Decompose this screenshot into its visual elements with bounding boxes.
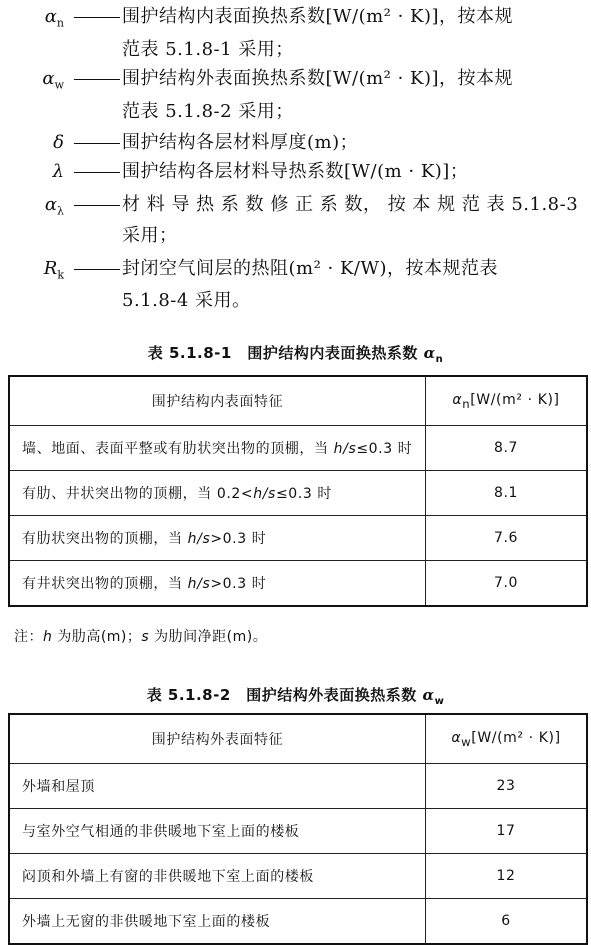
value-cell: 6	[426, 899, 588, 945]
table-row	[9, 809, 587, 854]
definition-dash	[74, 17, 120, 18]
feature-cell: 闷顶和外墙上有窗的非供暖地下室上面的楼板	[9, 854, 426, 899]
table1-title: 表 5.1.8-1 围护结构内表面换热系数 $\alpha_n$	[147, 344, 444, 365]
definition-alpha-lambda	[0, 188, 591, 222]
definition-symbol: $R_k$	[43, 258, 64, 282]
column-header-value: $\alpha_n[W/(m^2 \cdot K)]$	[426, 376, 588, 426]
feature-cell: 有肋、井状突出物的顶棚，当 0.2<h/s≤0.3 时	[9, 471, 426, 516]
definition-text: 围护结构各层材料导热系数[W/(m · K)]；	[122, 161, 469, 182]
value-cell: 8.1	[426, 471, 588, 516]
definition-continuation-text: 5.1.8-4 采用。	[122, 290, 251, 311]
definition-symbol: $\alpha_n$	[44, 6, 64, 30]
feature-cell: 外墙上无窗的非供暖地下室上面的楼板	[9, 899, 426, 945]
value-cell: 8.7	[426, 426, 588, 471]
definition-symbol: $\alpha_w$	[42, 68, 64, 92]
definition-dash	[74, 143, 120, 144]
definition-dash	[74, 269, 120, 270]
table-row	[9, 426, 587, 471]
definition-dash	[74, 172, 120, 173]
table2	[8, 713, 588, 945]
definition-continuation-text: 采用；	[122, 225, 178, 246]
definition-symbol: λ	[52, 161, 64, 182]
definition-text: 材 料 导 热 系 数 修 正 系 数， 按 本 规 范 表 5.1.8-3	[122, 194, 579, 215]
definition-symbol: $\alpha_\lambda$	[44, 194, 64, 218]
value-cell: 17	[426, 809, 588, 854]
table-row	[9, 854, 587, 899]
table-header-row	[9, 376, 587, 426]
table2-title: 表 5.1.8-2 围护结构外表面换热系数 $\alpha_w$	[146, 686, 445, 707]
table1-note: 注：h 为肋高(m)；s 为肋间净距(m)。	[14, 629, 268, 645]
column-header-feature: 围护结构外表面特征	[9, 714, 426, 764]
table1	[8, 375, 588, 607]
feature-cell: 外墙和屋顶	[9, 764, 426, 809]
definition-alpha-n	[0, 0, 591, 34]
definition-text: 围护结构内表面换热系数[W/(m² · K)]，按本规	[122, 6, 514, 27]
definition-continuation-text: 范表 5.1.8-2 采用；	[122, 101, 294, 122]
value-cell: 7.0	[426, 561, 588, 607]
feature-cell: 墙、地面、表面平整或有肋状突出物的顶棚，当 h/s≤0.3 时	[9, 426, 426, 471]
definition-dash	[74, 205, 120, 206]
table-row	[9, 471, 587, 516]
definition-alpha-w	[0, 62, 591, 96]
value-cell: 12	[426, 854, 588, 899]
column-header-value: $\alpha_w[W/(m^2 \cdot K)]$	[426, 714, 588, 764]
value-cell: 7.6	[426, 516, 588, 561]
definition-rk	[0, 252, 591, 286]
table-row	[9, 516, 587, 561]
definition-continuation	[0, 219, 591, 253]
feature-cell: 有井状突出物的顶棚，当 h/s>0.3 时	[9, 561, 426, 607]
feature-cell: 有肋状突出物的顶棚，当 h/s>0.3 时	[9, 516, 426, 561]
definition-text: 围护结构外表面换热系数[W/(m² · K)]，按本规	[122, 68, 514, 89]
value-cell: 23	[426, 764, 588, 809]
definition-continuation	[0, 95, 591, 129]
definition-symbol: δ	[53, 132, 64, 153]
definition-lambda	[0, 155, 591, 189]
feature-cell: 与室外空气相通的非供暖地下室上面的楼板	[9, 809, 426, 854]
table-row	[9, 764, 587, 809]
definition-text: 围护结构各层材料厚度(m)；	[122, 132, 359, 153]
definition-continuation	[0, 284, 591, 318]
definition-continuation-text: 范表 5.1.8-1 采用；	[122, 39, 294, 60]
definition-dash	[74, 79, 120, 80]
definition-text: 封闭空气间层的热阻(m² · K/W)，按本规范表	[122, 258, 499, 279]
table-header-row	[9, 714, 587, 764]
table-row	[9, 561, 587, 607]
column-header-feature: 围护结构内表面特征	[9, 376, 426, 426]
table-row	[9, 899, 587, 945]
